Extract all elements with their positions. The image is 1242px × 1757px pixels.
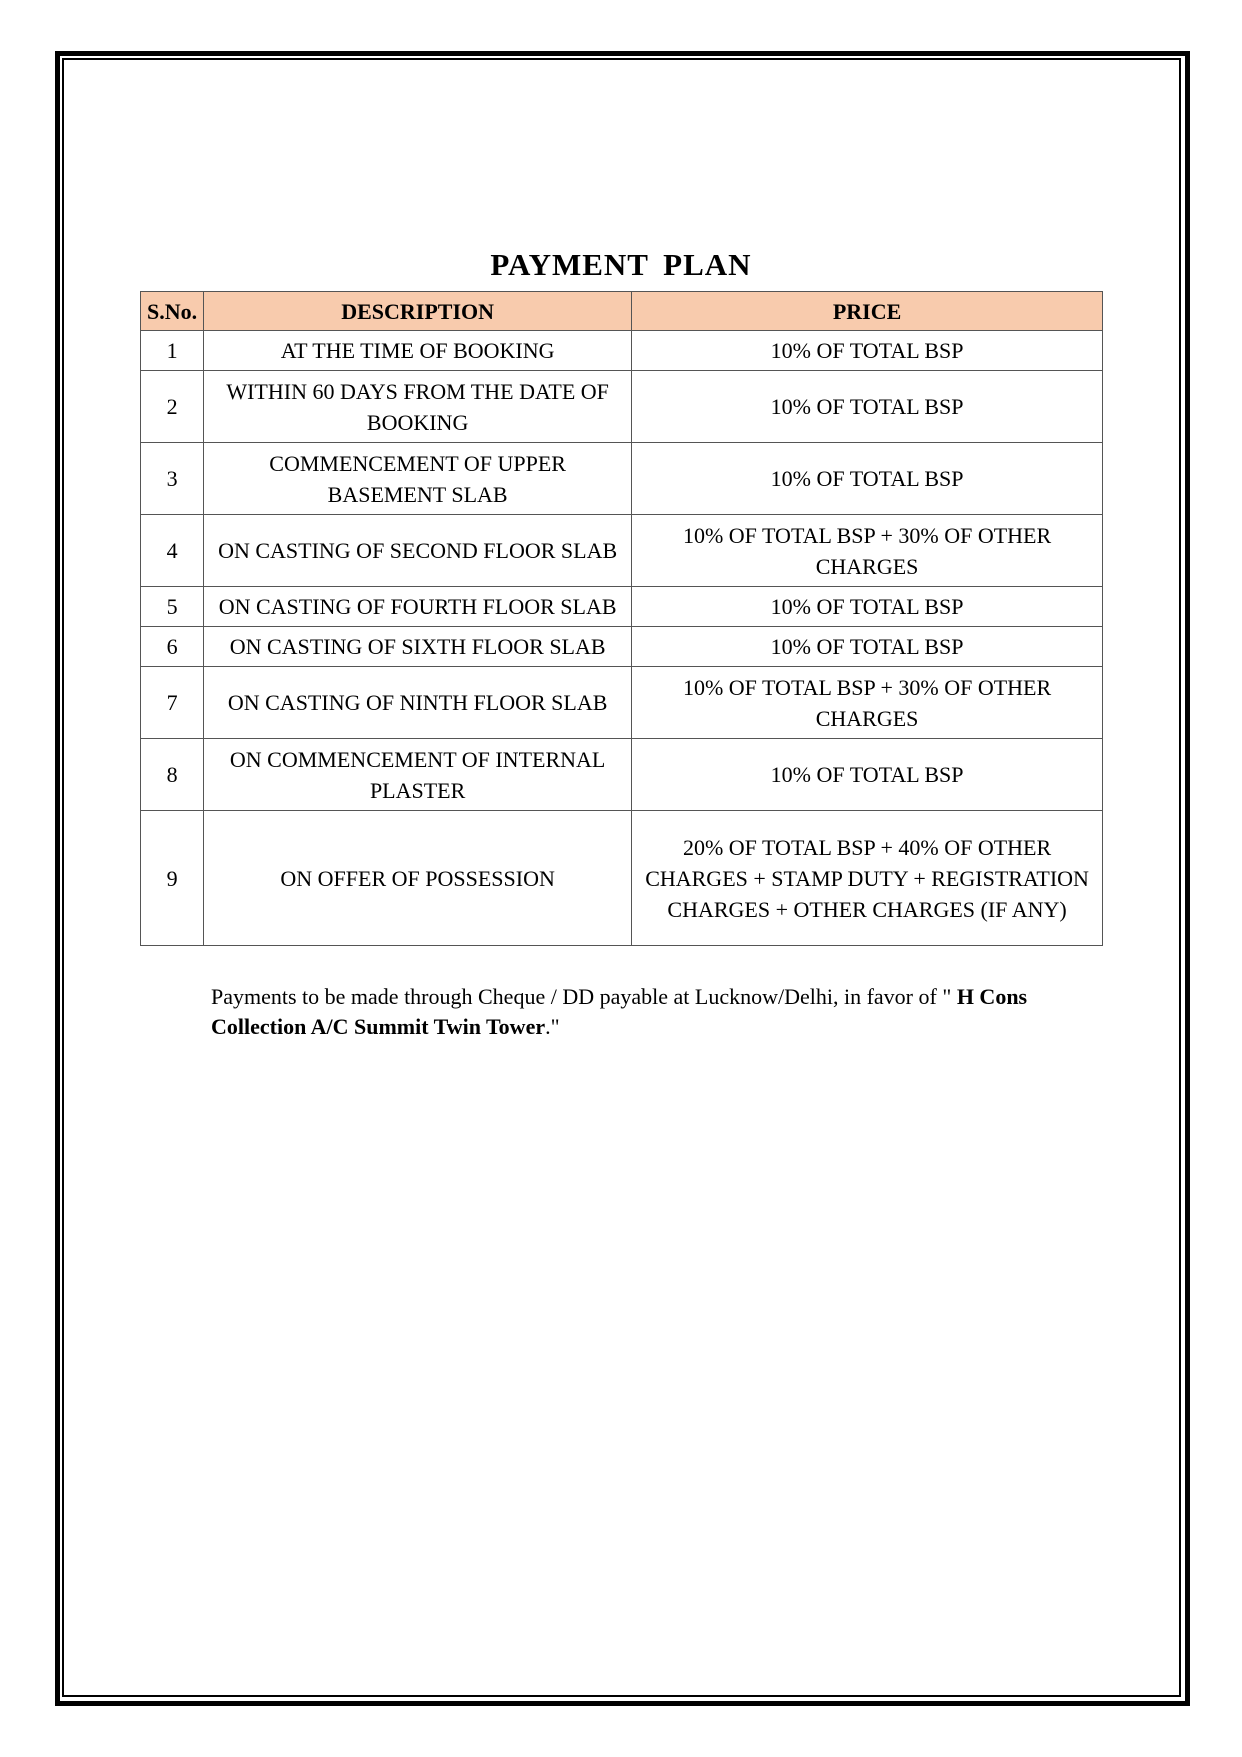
table-row <box>141 587 1103 627</box>
table-row <box>141 811 1103 946</box>
cell-description: AT THE TIME OF BOOKING <box>204 331 632 371</box>
cell-description: COMMENCEMENT OF UPPER BASEMENT SLAB <box>204 443 632 515</box>
note-text-end: ." <box>545 1014 560 1039</box>
cell-description: ON CASTING OF SIXTH FLOOR SLAB <box>204 627 632 667</box>
cell-description: ON OFFER OF POSSESSION <box>204 811 632 946</box>
payment-plan-table <box>140 291 1103 946</box>
cell-description: ON COMMENCEMENT OF INTERNAL PLASTER <box>204 739 632 811</box>
table-row <box>141 371 1103 443</box>
note-text: Payments to be made through Cheque / DD payable at Lucknow/Delhi, in favor of " <box>211 984 957 1009</box>
cell-sno: 7 <box>141 667 204 739</box>
table-row <box>141 627 1103 667</box>
cell-sno: 3 <box>141 443 204 515</box>
cell-sno: 6 <box>141 627 204 667</box>
cell-sno: 8 <box>141 739 204 811</box>
cell-sno: 2 <box>141 371 204 443</box>
cell-price: 10% OF TOTAL BSP <box>632 739 1103 811</box>
header-sno: S.No. <box>141 292 204 331</box>
table-row <box>141 515 1103 587</box>
cell-price: 10% OF TOTAL BSP <box>632 587 1103 627</box>
cell-price: 10% OF TOTAL BSP <box>632 443 1103 515</box>
table-row <box>141 443 1103 515</box>
cell-sno: 1 <box>141 331 204 371</box>
cell-sno: 4 <box>141 515 204 587</box>
cell-price: 20% OF TOTAL BSP + 40% OF OTHER CHARGES + STAMP DUTY + REGISTRATION CHARGES + OTHER CHARGES (IF ANY) <box>632 811 1103 946</box>
note-payee: H Cons Collection A/C Summit Twin Tower <box>211 984 1028 1039</box>
header-description: DESCRIPTION <box>204 292 632 331</box>
header-price: PRICE <box>632 292 1103 331</box>
cell-description: ON CASTING OF FOURTH FLOOR SLAB <box>204 587 632 627</box>
cell-description: WITHIN 60 DAYS FROM THE DATE OF BOOKING <box>204 371 632 443</box>
payment-note <box>211 982 1091 1042</box>
table-row <box>141 331 1103 371</box>
page-title: PAYMENT PLAN <box>490 247 752 282</box>
cell-price: 10% OF TOTAL BSP + 30% OF OTHER CHARGES <box>632 515 1103 587</box>
cell-price: 10% OF TOTAL BSP <box>632 627 1103 667</box>
cell-price: 10% OF TOTAL BSP <box>632 331 1103 371</box>
table-row <box>141 667 1103 739</box>
table-header-row <box>141 292 1103 331</box>
cell-description: ON CASTING OF NINTH FLOOR SLAB <box>204 667 632 739</box>
table-row <box>141 739 1103 811</box>
cell-price: 10% OF TOTAL BSP <box>632 371 1103 443</box>
cell-sno: 5 <box>141 587 204 627</box>
cell-description: ON CASTING OF SECOND FLOOR SLAB <box>204 515 632 587</box>
cell-price: 10% OF TOTAL BSP + 30% OF OTHER CHARGES <box>632 667 1103 739</box>
cell-sno: 9 <box>141 811 204 946</box>
